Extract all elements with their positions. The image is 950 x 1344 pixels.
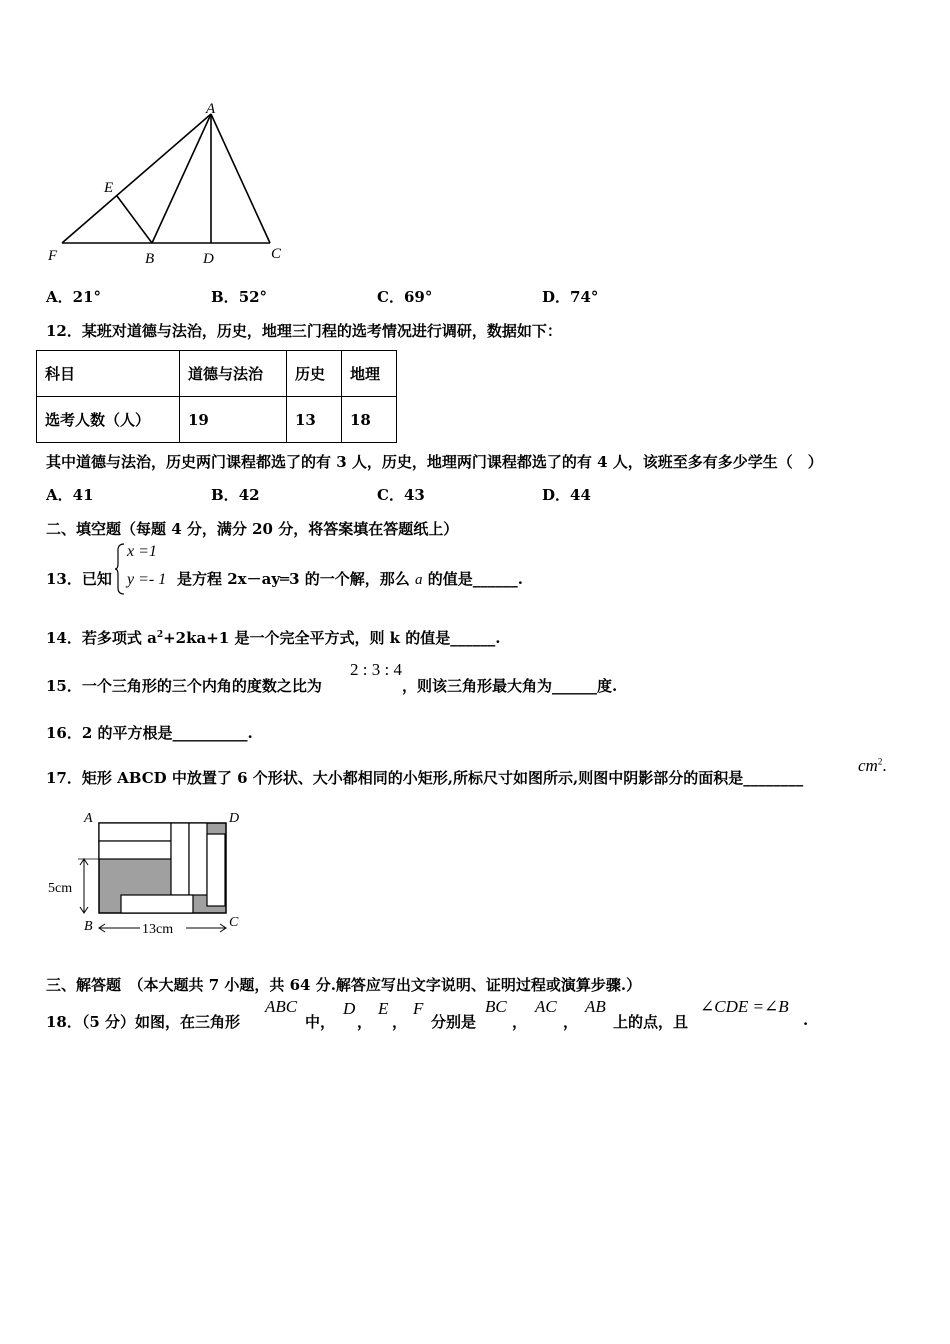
small-rect-4 <box>189 823 207 895</box>
q18-sep2: ， <box>392 1013 408 1031</box>
q13-system-line2: y =- 1 <box>127 571 167 588</box>
q11-option-b: B．52° <box>211 288 268 306</box>
small-rect-5 <box>207 834 225 906</box>
q12-table <box>36 350 397 443</box>
q18-side-ab: AB <box>585 997 606 1016</box>
q18-side-ac: AC <box>535 997 557 1016</box>
table-cell: 历史 <box>287 351 342 397</box>
q18-triangle: ABC <box>265 997 298 1016</box>
label-C: C <box>271 246 282 262</box>
small-rect-6 <box>121 895 193 913</box>
small-rect-1 <box>99 823 171 841</box>
q18-angle-condition: ∠CDE =∠B <box>700 997 789 1016</box>
section3-title: 三、解答题 （本大题共 7 小题，共 64 分.解答应写出文字说明、证明过程或演算步骤.） <box>46 976 642 994</box>
q16: 16．2 的平方根是__________. <box>46 724 253 742</box>
table-cell: 选考人数（人） <box>37 397 180 443</box>
q11-option-d: D．74° <box>542 288 599 306</box>
q13-prefix: 13．已知 <box>46 570 112 588</box>
q15-ratio: 2 : 3 : 4 <box>350 660 402 679</box>
label-B: B <box>84 919 93 934</box>
label-F: F <box>48 248 58 264</box>
q18-side-bc: BC <box>485 997 507 1016</box>
q12-option-d: D．44 <box>542 486 591 504</box>
table-cell: 13 <box>287 397 342 443</box>
q12-followup: 其中道德与法治，历史两门课程都选了的有 3 人，历史，地理两门课程都选了的有 4 人，该班至多有多少学生（ ） <box>46 453 823 471</box>
label-C: C <box>229 915 239 930</box>
q15-suffix: ，则该三角形最大角为______度. <box>402 677 618 695</box>
q12-option-a: A．41 <box>46 486 94 504</box>
label-D: D <box>229 811 240 826</box>
label-B: B <box>145 251 155 267</box>
q17-unit: $cm^2$. <box>858 756 887 775</box>
q11-option-a: A．21° <box>46 288 102 306</box>
label-D: D <box>203 251 214 267</box>
label-A: A <box>84 811 93 826</box>
q18-sep1: ， <box>357 1013 373 1031</box>
q18-prefix: 18．（5 分）如图，在三角形 <box>46 1013 241 1031</box>
width-label: 13cm <box>142 922 174 937</box>
q14: 14．若多项式 $a^2+2ka+1$ 是一个完全平方式，则 k 的值是______. <box>46 629 501 647</box>
q17-text: 17．矩形 ABCD 中放置了 6 个形状、大小都相同的小矩形,所标尺寸如图所示,则图中阴影部分的面积是________ <box>46 769 804 787</box>
q18-sep3: ， <box>512 1013 528 1031</box>
table-cell: 19 <box>180 397 287 443</box>
label-A: A <box>206 101 216 117</box>
table-cell: 18 <box>342 397 397 443</box>
q13-rest <box>177 568 523 589</box>
q17-rectangle-figure <box>44 806 254 940</box>
height-label: 5cm <box>48 881 73 896</box>
q18-zhong: 中， <box>305 1013 336 1031</box>
q18-fenbie: 分别是 <box>431 1013 477 1031</box>
table-cell: 地理 <box>342 351 397 397</box>
q12-stem: 12．某班对道德与法治，历史，地理三门程的选考情况进行调研，数据如下： <box>46 322 562 340</box>
q13-system-line1: x =1 <box>127 543 157 560</box>
segment-AC <box>211 114 270 243</box>
segment-AB <box>152 114 211 243</box>
q18-shang: 上的点，且 <box>613 1013 689 1031</box>
table-header-row <box>37 351 397 397</box>
q13-middle: 是方程 2x－ay═3 的一个解，那么 <box>177 570 410 588</box>
small-rect-2 <box>99 841 171 859</box>
q15-prefix: 15．一个三角形的三个内角的度数之比为 <box>46 677 322 695</box>
q13-suffix: 的值是______. <box>427 570 523 588</box>
q13-brace <box>114 542 126 596</box>
table-row <box>37 397 397 443</box>
q12-option-b: B．42 <box>211 486 260 504</box>
section2-title: 二、填空题（每题 4 分，满分 20 分，将答案填在答题纸上） <box>46 520 459 538</box>
segment-FA <box>62 114 211 243</box>
q18-point-e: E <box>378 999 389 1018</box>
label-E: E <box>104 180 114 196</box>
q11-option-c: C．69° <box>377 288 433 306</box>
small-rect-3 <box>171 823 189 895</box>
q13-var: a <box>414 572 423 588</box>
segment-EB <box>117 196 152 243</box>
table-cell: 科目 <box>37 351 180 397</box>
table-cell: 道德与法治 <box>180 351 287 397</box>
q11-triangle-figure <box>40 100 300 270</box>
q18-point-d: D <box>343 999 356 1018</box>
q18-point-f: F <box>413 999 424 1018</box>
q18-end: . <box>803 1011 809 1029</box>
q18-sep4: ， <box>563 1013 579 1031</box>
q12-option-c: C．43 <box>377 486 425 504</box>
